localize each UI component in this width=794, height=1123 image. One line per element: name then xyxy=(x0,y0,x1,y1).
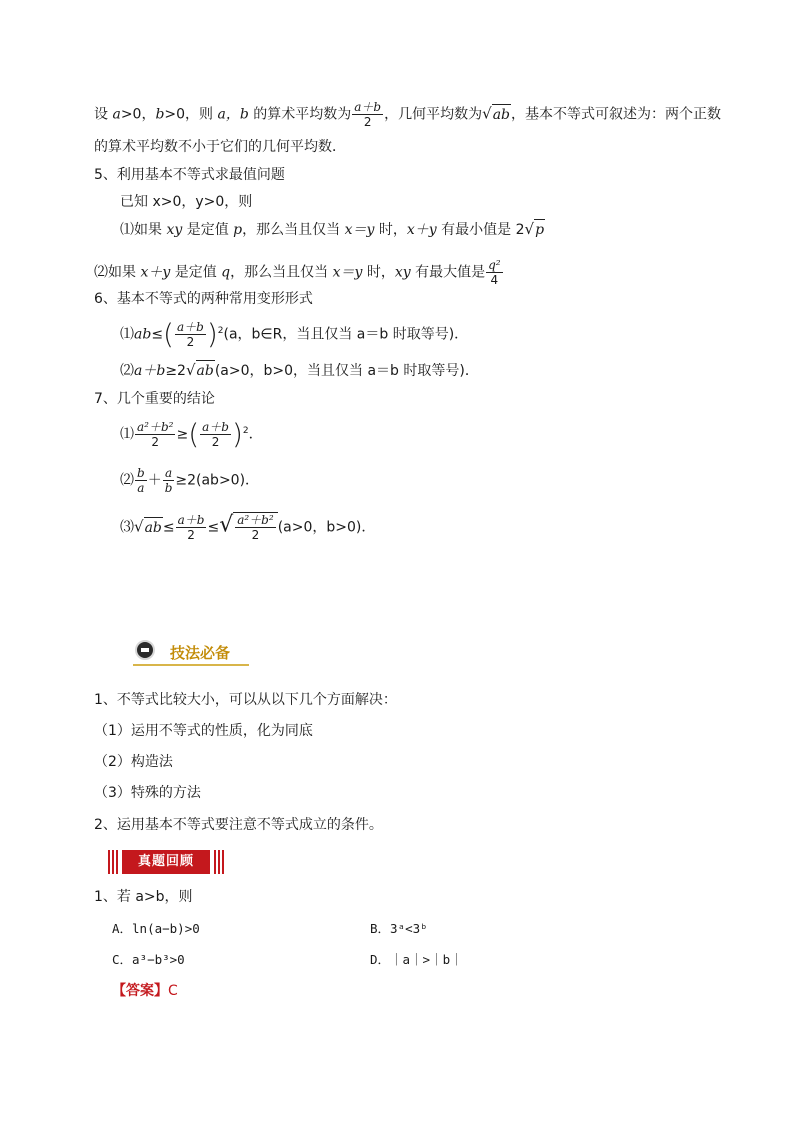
sqrt-content: ab xyxy=(196,360,215,381)
section-7-result-1 xyxy=(120,417,263,451)
section-5-title: 5、利用基本不等式求最值问题 xyxy=(94,167,285,183)
frac-num: a²＋b² xyxy=(137,420,174,434)
var: x＋y xyxy=(406,222,437,238)
var-a: a xyxy=(112,106,121,123)
frac-den: 2 xyxy=(363,115,372,129)
banner-stripe xyxy=(218,850,220,874)
option-d: D．｜a｜>｜b｜ xyxy=(370,952,463,967)
fraction xyxy=(135,466,147,495)
text: ＋ xyxy=(147,472,162,489)
fraction xyxy=(135,420,175,449)
text: ≥2 xyxy=(165,363,186,379)
text: 是定值 xyxy=(182,222,234,238)
var-ab: a，b xyxy=(217,106,249,123)
var-b: b xyxy=(155,106,165,123)
var: q xyxy=(221,264,231,281)
sqrt-icon: √ xyxy=(482,104,492,123)
section-5-given: 已知 x>0，y>0，则 xyxy=(120,194,253,210)
frac-num: a²＋b² xyxy=(237,513,274,527)
answer-value: C xyxy=(168,983,178,999)
text: ⑵如果 xyxy=(94,264,141,281)
frac-num: q² xyxy=(488,258,501,272)
var: p xyxy=(233,222,243,238)
banner-stripe xyxy=(214,850,216,874)
text: >0，则 xyxy=(164,106,218,123)
text: 时， xyxy=(362,264,395,281)
text: ⑵ xyxy=(120,363,134,379)
banner-stripe xyxy=(108,850,110,874)
text: ≤ xyxy=(207,519,220,536)
superscript: 2 xyxy=(217,325,224,336)
sqrt-content: ab xyxy=(492,104,511,125)
var: x＝y xyxy=(344,222,375,238)
text: (a，b∈R，当且仅当 a＝b 时取等号)． xyxy=(223,326,469,343)
banner-label: 真题回顾 xyxy=(122,850,210,874)
option-b: B．3ᵃ<3ᵇ xyxy=(370,921,428,936)
skills-line-4: （3）特殊的方法 xyxy=(94,785,201,801)
section-7-result-2 xyxy=(120,466,259,494)
section-7-result-3 xyxy=(120,512,375,540)
answer-label: 【答案】 xyxy=(112,983,168,999)
fraction xyxy=(235,513,275,542)
banner-stripe xyxy=(116,850,118,874)
intro-line-1 xyxy=(94,100,721,129)
text: ≥2(ab>0)． xyxy=(175,472,260,489)
text: >0， xyxy=(120,106,156,123)
frac-den: a xyxy=(137,481,145,495)
section-5-case-1 xyxy=(120,219,545,240)
review-banner xyxy=(108,850,224,874)
text: (a>0，b>0，当且仅当 a＝b 时取等号)． xyxy=(214,363,479,379)
section-heading: 技法必备 xyxy=(170,644,231,662)
text: ，那么当且仅当 xyxy=(242,222,345,238)
text: 有最小值是 xyxy=(436,222,516,238)
section-7-title: 7、几个重要的结论 xyxy=(94,391,215,407)
text: ⑶ xyxy=(120,519,134,536)
sqrt-icon: √ xyxy=(219,512,234,538)
text: ≥ xyxy=(176,426,189,443)
question-1: 1、若 a>b，则 xyxy=(94,889,193,905)
text: 时， xyxy=(374,222,407,238)
section-5-case-2 xyxy=(94,258,504,287)
var: x＋y xyxy=(140,264,171,281)
frac-num: a xyxy=(163,466,175,481)
option-c: C．a³−b³>0 xyxy=(112,952,185,967)
sqrt-icon: √ xyxy=(134,517,144,536)
text: ⑴ xyxy=(120,326,134,343)
right-paren-icon: ) xyxy=(231,417,243,451)
frac-den: 2 xyxy=(251,528,260,542)
frac-num: a＋b xyxy=(202,420,229,434)
skills-line-1: 1、不等式比较大小，可以从以下几个方面解决： xyxy=(94,692,397,708)
answer xyxy=(112,981,178,1001)
var: ab xyxy=(134,326,152,343)
text: (a>0，b>0)． xyxy=(277,519,376,536)
sqrt-icon: √ xyxy=(524,220,535,238)
text: ≤ xyxy=(151,326,164,343)
var: x＝y xyxy=(332,264,363,281)
text: ，基本不等式可叙述为：两个正数 xyxy=(511,106,721,123)
fraction xyxy=(176,513,207,542)
sqrt-content: ab xyxy=(144,517,163,538)
section-underline xyxy=(133,664,249,666)
frac-num: a＋b xyxy=(176,320,204,334)
frac-den: 4 xyxy=(490,273,499,287)
left-paren-icon: ( xyxy=(188,417,200,451)
fraction xyxy=(200,420,231,449)
section-6-title: 6、基本不等式的两种常用变形形式 xyxy=(94,291,313,307)
skills-line-5: 2、运用基本不等式要注意不等式成立的条件。 xyxy=(94,817,383,833)
fraction xyxy=(175,320,206,349)
frac-num: a＋b xyxy=(354,100,382,114)
banner-stripe xyxy=(112,850,114,874)
frac-den: 2 xyxy=(211,435,220,449)
text: ，那么当且仅当 xyxy=(230,264,333,281)
fraction-arith-mean xyxy=(352,100,383,129)
superscript: 2 xyxy=(242,425,249,436)
var: a＋b xyxy=(134,363,166,379)
fraction xyxy=(163,466,175,495)
value: 2 xyxy=(515,222,525,238)
text: ⑵ xyxy=(120,472,134,489)
intro-line-2: 的算术平均数不小于它们的几何平均数． xyxy=(94,139,346,155)
text: ，几何平均数为 xyxy=(384,106,483,123)
skills-line-2: （1）运用不等式的性质，化为同底 xyxy=(94,723,313,739)
fraction-q2-over-4 xyxy=(486,258,503,287)
right-paren-icon: ) xyxy=(206,317,218,351)
banner-stripe xyxy=(222,850,224,874)
text: 有最大值是 xyxy=(410,264,486,281)
text: 的算术平均数为 xyxy=(248,106,352,123)
frac-den: 2 xyxy=(151,435,160,449)
frac-num: a＋b xyxy=(177,513,205,527)
var: xy xyxy=(394,264,411,281)
text: ⑴ xyxy=(120,426,134,443)
text: 设 xyxy=(94,106,113,123)
section-6-form-1 xyxy=(120,317,469,351)
section-6-form-2 xyxy=(120,360,479,381)
text: ⑴如果 xyxy=(120,222,167,238)
text: 是定值 xyxy=(170,264,222,281)
sqrt-content: p xyxy=(534,219,545,240)
section-badge-icon xyxy=(135,640,155,660)
option-a: A．ln(a−b)>0 xyxy=(112,921,200,936)
frac-den: 2 xyxy=(186,335,195,349)
skills-line-3: （2）构造法 xyxy=(94,754,173,770)
frac-den: b xyxy=(164,481,173,495)
left-paren-icon: ( xyxy=(163,317,174,351)
frac-den: 2 xyxy=(187,528,195,542)
sqrt-content xyxy=(233,512,277,542)
frac-num: b xyxy=(137,466,145,480)
sqrt-icon: √ xyxy=(185,361,196,379)
text: ≤ xyxy=(162,519,175,536)
var: xy xyxy=(166,222,183,238)
text: ． xyxy=(248,426,263,443)
